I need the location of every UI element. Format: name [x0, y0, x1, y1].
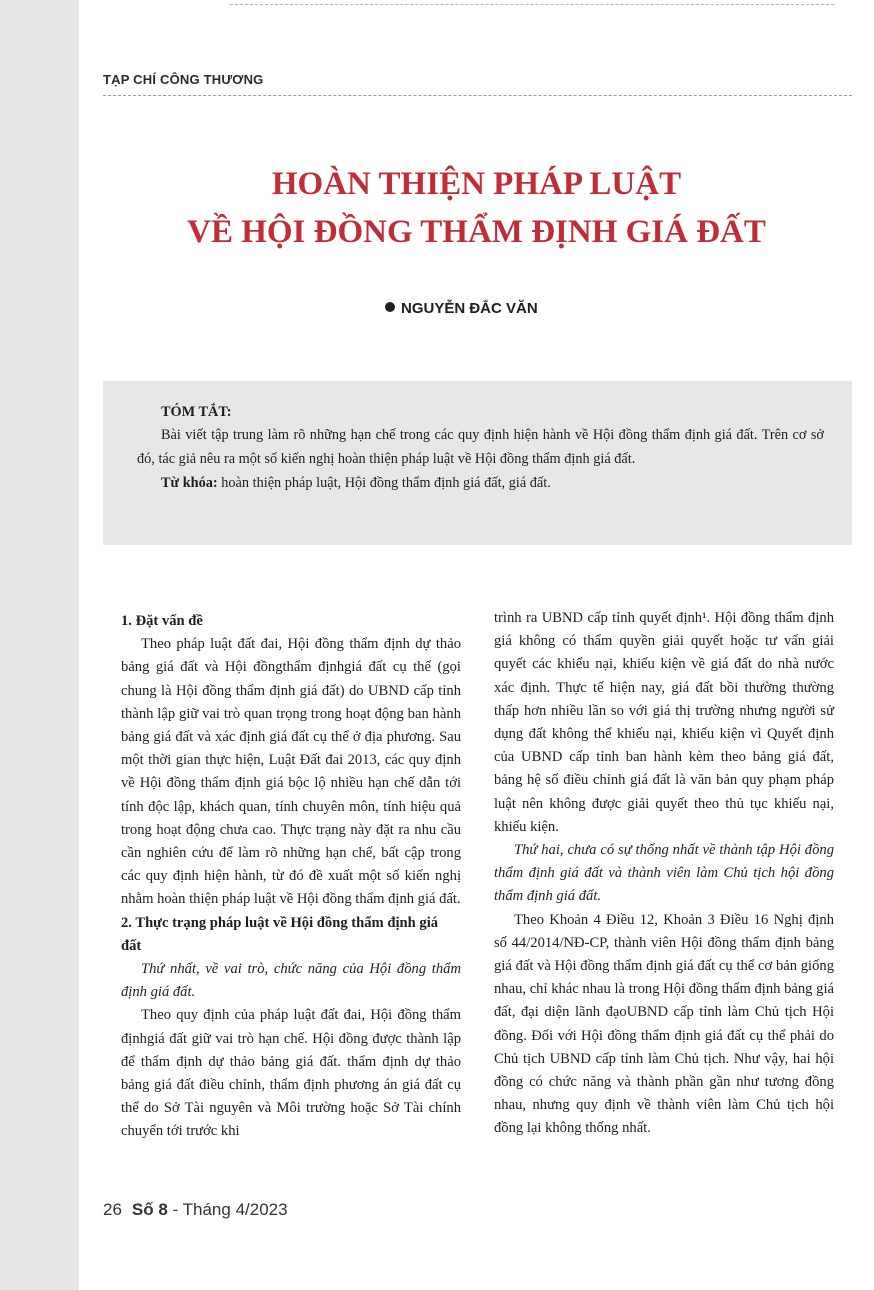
paragraph: Theo pháp luật đất đai, Hội đồng thẩm định dự thảo bảng giá đất và Hội đồngthẩm địnhgiá đất cụ thể (gọi chung là Hội đồng thẩm định giá đất) do UBND cấp tỉnh thành lập giữ vai trò quan trọng trong hoạt động ban hành bảng giá đất và xác định giá đất cụ thể ở địa phương. Sau một thời gian thực hiện, Luật Đất đai 2013, các quy định về Hội đồng thẩm định giá bộc lộ nhiều hạn chế dẫn tới tính độc lập, khách quan, tính chuyên môn, tính hiệu quả trong hoạt động chưa cao. Thực trạng này đặt ra nhu cầu cần nghiên cứu để làm rõ những hạn chế, bất cập trong các quy định hiện hành, từ đó đề xuất một số kiến nghị nhằm hoàn thiện pháp luật về Hội đồng thẩm định giá đất. [121, 636, 461, 908]
paragraph: Theo Khoản 4 Điều 12, Khoản 3 Điều 16 Nghị định số 44/2014/NĐ-CP, thành viên Hội đồng thẩm định bảng giá đất và Hội đồng thẩm định giá đất cụ thể cơ bản giống nhau, chỉ khác nhau là trong Hội đồng thẩm định bảng giá đất, đại diện lãnh đạoUBND cấp tỉnh làm Chủ tịch Hội đồng. Đối với Hội đồng thẩm định giá đất cụ thể phải do Chủ tịch UBND cấp tỉnh làm Chủ tịch. Như vậy, hai hội đồng có chức năng và thành phần gần như tương đồng nhau, nhưng quy định về thành viên làm Chủ tịch hội đồng lại không thống nhất. [494, 911, 834, 1137]
section-1-heading: 1. Đặt vấn đề [121, 613, 203, 629]
footer-separator: - [167, 1200, 183, 1219]
left-column [121, 610, 461, 1144]
abstract-body: Bài viết tập trung làm rõ những hạn chế trong các quy định hiện hành về Hội đồng thẩm định giá đất. Trên cơ sở đó, tác giả nêu ra một số kiến nghị hoàn thiện pháp luật về Hội đồng thẩm định giá đất. [137, 427, 824, 467]
abstract-heading: TÓM TẮT: [161, 404, 232, 420]
header-divider [103, 95, 852, 96]
right-column [494, 607, 834, 1141]
paragraph: trình ra UBND cấp tỉnh quyết định¹. Hội đồng thẩm định giá không có thẩm quyền giải quyết hoặc tư vấn giải quyết các khiếu nại, khiếu kiện về giá đất do nhà nước xác định. Thực tế hiện nay, giá đất bồi thường thường thấp hơn nhiều lần so với giá thị trường nhưng người sử dụng đất không thể khiếu nại, khiếu kiện vì Quyết định của UBND cấp tỉnh ban hành kèm theo bảng giá đất, bảng hệ số điều chỉnh giá đất là văn bản quy phạm pháp luật nên không được giải quyết theo thủ tục khiếu nại, khiếu kiện. [494, 610, 834, 835]
keywords-text: hoàn thiện pháp luật, Hội đồng thẩm định giá đất, giá đất. [221, 475, 551, 491]
issue-number: Số 8 [131, 1200, 168, 1219]
author-byline [385, 300, 538, 317]
section-2-heading: 2. Thực trạng pháp luật về Hội đồng thẩm định giá đất [121, 914, 439, 954]
paragraph: Theo quy định của pháp luật đất đai, Hội đồng thẩm địnhgiá đất giữ vai trò hạn chế. Hội đồng được thành lập để thẩm định dự thảo bảng giá đất. thẩm định dự thảo bảng giá đất điều chỉnh, thẩm định phương án giá đất cụ thể do Sở Tài nguyên và Môi trường hoặc Sở Tài chính chuyển tới trước khi [121, 1007, 461, 1140]
title-line-1: HOÀN THIỆN PHÁP LUẬT [271, 166, 682, 202]
abstract-box [103, 381, 852, 545]
abstract-keywords [137, 471, 824, 495]
issue-date: Tháng 4/2023 [182, 1200, 288, 1219]
top-dashed-rule [230, 4, 834, 5]
journal-name: TẠP CHÍ CÔNG THƯƠNG [103, 72, 264, 87]
left-margin-band [0, 0, 79, 1290]
keywords-label: Từ khóa: [161, 475, 218, 491]
page-number: 26 [103, 1200, 122, 1219]
title-line-2: VỀ HỘI ĐỒNG THẨM ĐỊNH GIÁ ĐẤT [187, 214, 766, 250]
italic-subheading: Thứ hai, chưa có sự thống nhất về thành tập Hội đồng thẩm định giá đất và thành viên làm Chủ tịch hội đồng thẩm định giá đất. [494, 842, 834, 905]
author-name: NGUYỄN ĐẮC VĂN [401, 300, 538, 317]
page-footer [103, 1200, 288, 1220]
bullet-icon [385, 302, 395, 312]
article-title [79, 160, 874, 256]
italic-subheading: Thứ nhất, về vai trò, chức năng của Hội đồng thẩm định giá đất. [121, 961, 461, 1001]
